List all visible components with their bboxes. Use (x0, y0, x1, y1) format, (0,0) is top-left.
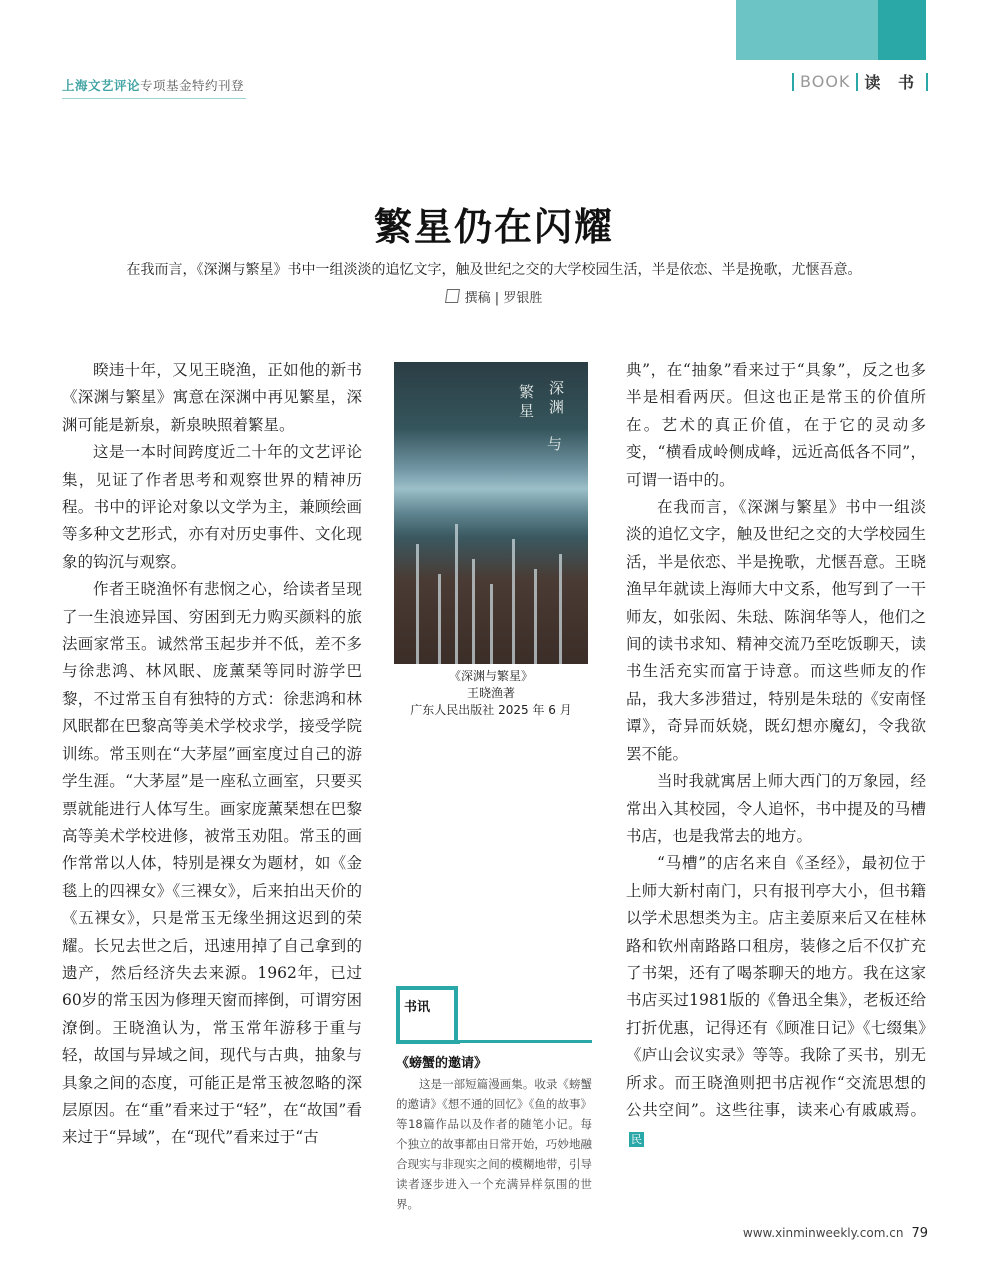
paragraph: 作者王晓渔怀有悲悯之心，给读者呈现了一生浪迹异国、穷困到无力购买颜料的旅法画家常玉。诚然常玉起步并不低，差不多与徐悲鸿、林风眠、庞薰琹等同时游学巴黎，不过常玉自有独特的方式：徐悲鸿和林风眠都在巴黎高等美术学校求学，接受学院训练。常玉则在“大茅屋”画室度过自己的游学生涯。“大茅屋”是一座私立画室，只要买票就能进行人体写生。画家庞薰琹想在巴黎高等美术学校进修，被常玉劝阻。常玉的画作常常以人体，特别是裸女为题材，如《金毯上的四裸女》《三裸女》，后来拍出天价的《五裸女》，只是常玉无缘坐拥这迟到的荣耀。长兄去世之后，迅速用掉了自己拿到的遗产，然后经济失去来源。1962年，已过60岁的常玉因为修理天窗而摔倒，可谓穷困潦倒。王晓渔认为，常玉常年游移于重与轻，故国与异域之间，现代与古典，抽象与具象之间的态度，可能正是常玉被忽略的深层原因。在“重”看来过于“轻”，在“故国”看来过于“异域”，在“现代”看来过于“古 (62, 580, 362, 1147)
pen-icon (445, 289, 460, 303)
cover-title-3: 繁星 (517, 384, 535, 422)
page-number: 79 (911, 1226, 928, 1241)
cover-drip (490, 584, 493, 664)
book-cover-image (394, 362, 588, 664)
section-bar-right (926, 73, 928, 91)
cover-drip (559, 554, 562, 664)
section-header (792, 70, 928, 93)
paragraph-text: “马槽”的店名来自《圣经》，最初位于上师大新村南门，只有报刊亭大小，但书籍以学术思想类为主。店主姜原来后又在桂林路和钦州南路路口租房，装修之后不仅扩充了书架，还有了喝茶聊天的地方。我在这家书店买过1981版的《鲁迅全集》，老板还给打折优惠，记得还有《顾准日记》《七缀集》《庐山会议实录》等等。我除了买书，别无所求。而王晓渔则把书店视作“交流思想的公共空间”。这些往事，读来心有戚戚焉。 (626, 854, 926, 1119)
cover-drip (512, 539, 515, 664)
paragraph: 典”，在“抽象”看来过于“具象”，反之也多半是相看两厌。但这也正是常玉的价值所在。艺术的真正价值，在于它的灵动多变，“横看成岭侧成峰，远近高低各不同”，可谓一语中的。 (626, 361, 926, 489)
cover-drip (534, 569, 537, 664)
news-label: 书讯 (404, 1000, 431, 1015)
section-label-en: BOOK (800, 72, 851, 91)
body-column-left (62, 357, 362, 1152)
article-subtitle: 在我而言，《深渊与繁星》书中一组淡淡的追忆文字，触及世纪之交的大学校园生活，半是依恋、半是挽歌，尤惬吾意。 (126, 262, 862, 278)
cover-drip (472, 559, 475, 664)
cover-drip (438, 574, 441, 664)
body-column-right (626, 357, 926, 1152)
paragraph: 这是一本时间跨度近二十年的文艺评论集，见证了作者思考和观察世界的精神历程。书中的评论对象以文学为主，兼顾绘画等多种文艺形式，亦有对历史事件、文化现象的钩沉与观察。 (62, 443, 362, 571)
section-bar-left (792, 73, 794, 91)
author-separator: | (494, 291, 500, 306)
paragraph: 在我而言，《深渊与繁星》书中一组淡淡的追忆文字，触及世纪之交的大学校园生活，半是依恋、半是挽歌，尤惬吾意。王晓渔早年就读上海师大中文系，他写到了一干师友，如张闳、朱琺、陈润华等人，他们之间的读书求知、精神交流乃至吃饭聊天，读书生活充实而富于诗意。而这些师友的作品，我大多涉猎过，特别是朱琺的《安南怪谭》，奇异而妖娆，既幻想亦魔幻，令我欲罢不能。 (626, 498, 926, 763)
paragraph-last (626, 850, 926, 1151)
section-label-cn: 读 书 (864, 73, 920, 92)
footer-url: www.xinminweekly.com.cn (742, 1226, 904, 1240)
author-name: 罗银胜 (503, 291, 543, 306)
news-title: 《螃蟹的邀请》 (396, 1056, 488, 1071)
cover-title-1: 深渊 (547, 380, 565, 418)
article-title: 繁星仍在闪耀 (373, 204, 614, 249)
caption-author: 王晓渔著 (466, 686, 515, 700)
sponsor-suffix: 专项基金特约刊登 (140, 78, 245, 93)
page-footer (743, 1226, 928, 1241)
news-box (396, 986, 460, 1044)
book-caption (394, 668, 588, 719)
paragraph: 当时我就寓居上师大西门的万象园，经常出入其校园，令人追怀，书中提及的马槽书店，也是我常去的地方。 (626, 772, 926, 845)
caption-publisher: 广东人民出版社 2025 年 6 月 (410, 703, 572, 717)
caption-title: 《深渊与繁星》 (448, 669, 533, 683)
corner-color-block-dark (878, 0, 926, 60)
paragraph: 睽违十年，又见王晓渔，正如他的新书《深渊与繁星》寓意在深渊中再见繁星，深渊可能是新泉，新泉映照着繁星。 (62, 361, 362, 434)
running-header-sponsor (62, 76, 246, 99)
news-body: 这是一部短篇漫画集。收录《螃蟹的邀请》《想不通的回忆》《鱼的故事》等18篇作品以及作者的随笔小记。每个独立的故事都由日常开始，巧妙地融合现实与非现实之间的模糊地带，引导读者逐步进入一个充满异样氛围的世界。 (396, 1077, 592, 1211)
news-divider (396, 1040, 592, 1043)
corner-color-block (736, 0, 926, 60)
author-label: 撰稿 (464, 291, 491, 306)
author-line (0, 287, 988, 306)
cover-title-2: 与 (545, 436, 563, 455)
cover-drip (455, 524, 458, 664)
cover-drip (416, 544, 419, 664)
section-bar-mid (856, 73, 858, 91)
end-mark-icon: 民 (631, 1133, 642, 1147)
sponsor-brand: 上海文艺评论 (62, 78, 141, 93)
